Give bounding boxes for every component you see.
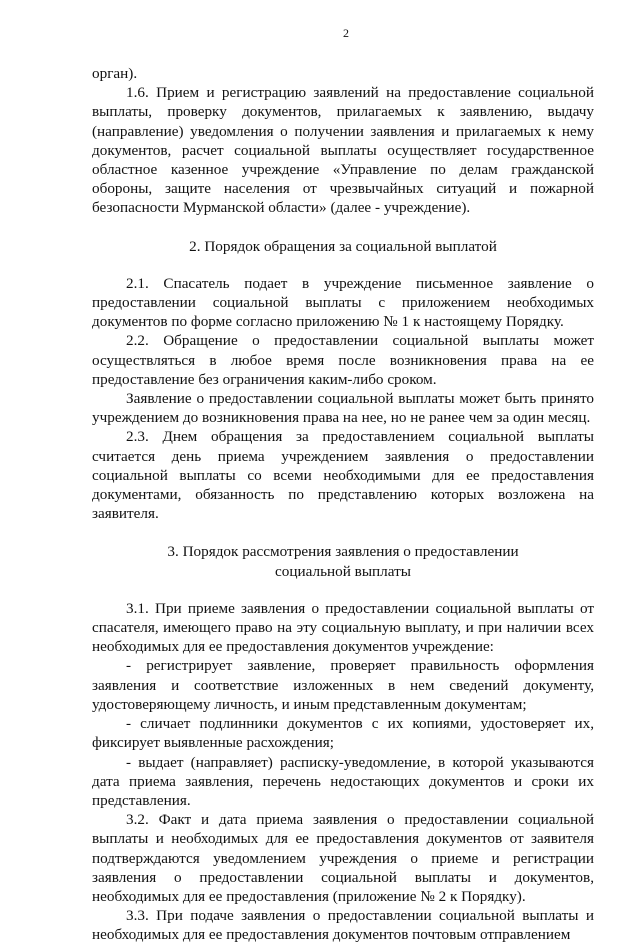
paragraph-continuation: орган).	[92, 65, 138, 82]
list-item-compare: - сличает подлинники документов с их копиями, удостоверяет их, фиксирует выявленные расхождения;	[92, 715, 594, 752]
section-3-heading-line-1: 3. Порядок рассмотрения заявления о предоставлении	[167, 543, 519, 561]
section-3-heading-line-2: социальной выплаты	[275, 562, 411, 580]
list-item-receipt: - выдает (направляет) расписку-уведомление, в которой указываются дата приема заявления, перечень недостающих документов и сроки их представления.	[92, 753, 594, 809]
section-2-heading: 2. Порядок обращения за социальной выплатой	[189, 237, 497, 255]
paragraph-3-1: 3.1. При приеме заявления о предоставлении социальной выплаты от спасателя, имеющего право на эту социальную выплату, и при наличии всех необходимых для ее предоставления документов учреждение:	[92, 599, 594, 656]
paragraph-3-3: 3.3. При подаче заявления о предоставлении социальной выплаты и необходимых для ее предоставления документов почтовым отправлением	[92, 907, 594, 944]
section-3-heading	[92, 542, 594, 580]
paragraph-3-2: 3.2. Факт и дата приема заявления о предоставлении социальной выплаты и необходимых для ее предоставления документов от заявителя подтверждаются уведомлением учреждения о приеме и регистрации заявления о предоставлении социальной выплаты и документов, необходимых для ее предоставления (приложение № 2 к Порядку).	[92, 811, 594, 905]
paragraph-2-2: 2.2. Обращение о предоставлении социальной выплаты может осуществляться в любое время после возникновения права на ее предоставление без ограничения каким-либо сроком.	[92, 332, 594, 388]
paragraph-2-2-note: Заявление о предоставлении социальной выплаты может быть принято учреждением до возникновения права на нее, но не ранее чем за один месяц.	[92, 390, 594, 427]
paragraph-1-6: 1.6. Прием и регистрацию заявлений на предоставление социальной выплаты, проверку документов, прилагаемых к заявлению, выдачу (направление) уведомления о получении заявления и прилагаемых к нему документов, расчет социальной выплаты осуществляет государственное областное казенное учреждение «Управление по делам гражданской обороны, защите населения от чрезвычайных ситуаций и пожарной безопасности Мурманской области» (далее - учреждение).	[92, 84, 594, 217]
list-item-register: - регистрирует заявление, проверяет правильность оформления заявления и соответствие изложенных в нем сведений документу, удостоверяющему личность, и иным представленным документам;	[92, 657, 594, 713]
paragraph-2-3: 2.3. Днем обращения за предоставлением социальной выплаты считается день приема учреждением заявления о предоставлении социальной выплаты со всеми необходимыми для ее предоставления документами, обязанность по представлению которых возложена на заявителя.	[92, 428, 594, 523]
page-number: 2	[343, 26, 349, 40]
paragraph-2-1: 2.1. Спасатель подает в учреждение письменное заявление о предоставлении социальной выплаты с приложением необходимых документов по форме согласно приложению № 1 к настоящему Порядку.	[92, 274, 594, 331]
